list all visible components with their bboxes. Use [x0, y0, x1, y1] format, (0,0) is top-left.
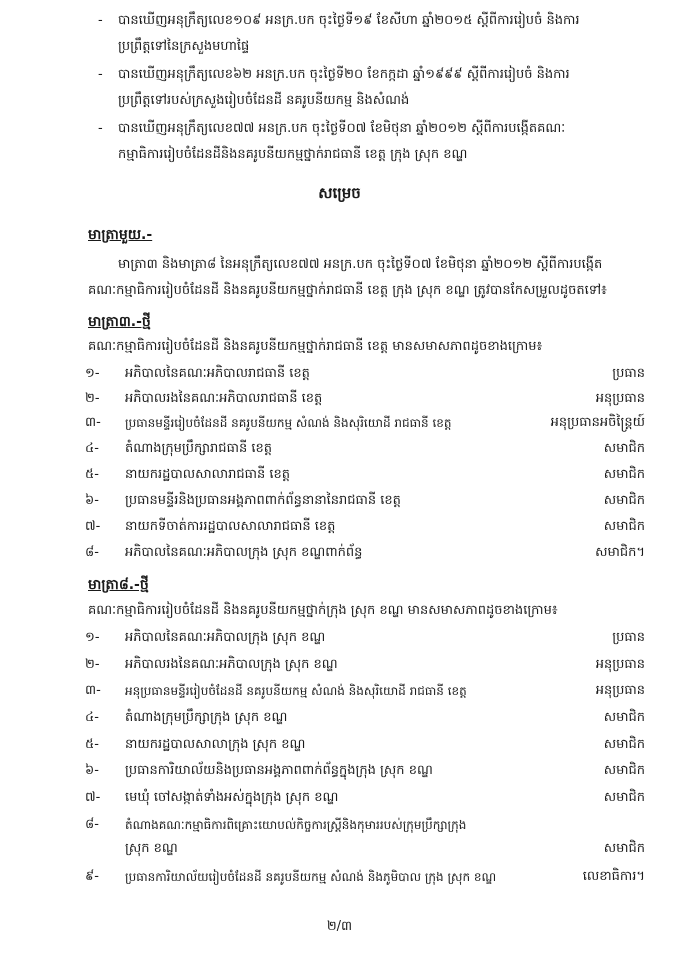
item-number: ៧- — [85, 790, 101, 805]
article-1-title: មាត្រាមួយ.- — [88, 227, 153, 243]
item-number: ៣- — [85, 415, 101, 430]
list-item — [85, 628, 645, 648]
item-number: ៨- — [85, 817, 99, 832]
item-text: អភិបាលនៃគណៈអភិបាលរាជធានី ខេត្ត — [125, 366, 310, 381]
item-number: ១- — [85, 630, 100, 645]
item-number: ៥- — [85, 467, 99, 482]
article-8-intro: គណៈកម្មាធិការរៀបចំដែនដី និងនគរូបនីយកម្មថ្នាក់ក្រុង ស្រុក ខណ្ឌ មានសមាសភាពដូចខាងក្រោម៖ — [88, 603, 558, 618]
item-role: លេខាធិការ។ — [582, 869, 645, 884]
item-text: អភិបាលនៃគណៈអភិបាលក្រុង ស្រុក ខណ្ឌពាក់ព័ន្ធ — [125, 545, 363, 560]
item-role: សមាជិក — [603, 493, 645, 508]
item-role: សមាជិក — [603, 841, 645, 856]
item-number: ៤- — [85, 710, 99, 725]
item-role: អនុប្រធានអចិន្ត្រៃយ៍ — [550, 415, 645, 430]
item-number: ៣- — [85, 683, 101, 698]
item-role: សមាជិក — [603, 519, 645, 534]
item-text: ប្រធានការិយាល័យនិងប្រធានអង្គភាពពាក់ព័ន្ធក្នុងក្រុង ស្រុក ខណ្ឌ — [125, 763, 433, 778]
item-number: ៦- — [85, 763, 99, 778]
list-item — [85, 491, 645, 511]
item-text: អភិបាលនៃគណៈអភិបាលក្រុង ស្រុក ខណ្ឌ — [125, 630, 326, 645]
item-text: នាយករដ្ឋបាលសាលារាជធានី ខេត្ត — [125, 467, 291, 482]
list-item — [85, 465, 645, 485]
item-text: នាយកទីចាត់ការរដ្ឋបាលសាលារាជធានី ខេត្ត — [125, 519, 336, 534]
item-text: មេឃុំ ចៅសង្កាត់ទាំងអស់ក្នុងក្រុង ស្រុក ខណ្ឌ — [125, 790, 339, 805]
item-text: អភិបាលរងនៃគណៈអភិបាលក្រុង ស្រុក ខណ្ឌ — [125, 657, 338, 672]
item-number: ២- — [85, 391, 100, 406]
list-item — [85, 413, 645, 433]
bullet-1-line-2: ប្រព្រឹត្តទៅនៃក្រសួងមហាផ្ទៃ — [118, 39, 250, 54]
list-item — [85, 815, 645, 859]
decision-heading: សម្រេច — [318, 184, 361, 202]
item-text: អភិបាលរងនៃគណៈអភិបាលរាជធានី ខេត្ត — [125, 391, 323, 406]
page-number: ២/៣ — [326, 919, 353, 934]
article-1-line-1: មាត្រា៣ និងមាត្រា៨ នៃអនុក្រឹត្យលេខ៧៧ អនក្រ.បក ចុះថ្ងៃទី០៧ ខែមិថុនា ឆ្នាំ២០១២ ស្តីពីការបង្កើត — [118, 257, 603, 272]
list-item — [85, 517, 645, 537]
article-1-line-2: គណៈកម្មាធិការរៀបចំដែនដី និងនគរូបនីយកម្មថ្នាក់រាជធានី ខេត្ត ក្រុង ស្រុក ខណ្ឌ ត្រូវបានកែសម្រួលដូចតទៅ៖ — [88, 283, 607, 298]
bullet-dash: - — [98, 13, 103, 28]
list-item — [85, 735, 645, 755]
item-number: ៩- — [85, 869, 99, 884]
item-number: ២- — [85, 657, 100, 672]
list-item — [85, 708, 645, 728]
bullet-dash: - — [98, 67, 103, 82]
bullet-3-line-2: កម្មាធិការរៀបចំដែនដីនិងនគរូបនីយកម្មថ្នាក់រាជធានី ខេត្ត ក្រុង ស្រុក ខណ្ឌ — [118, 147, 468, 162]
article-3-intro: គណៈកម្មាធិការរៀបចំដែនដី និងនគរូបនីយកម្មថ្នាក់រាជធានី ខេត្ត មានសមាសភាពដូចខាងក្រោម៖ — [88, 339, 543, 354]
item-role: សមាជិក។ — [595, 545, 645, 560]
list-item — [85, 439, 645, 459]
item-role: សមាជិក — [603, 441, 645, 456]
bullet-2-line-2: ប្រព្រឹត្តទៅរបស់ក្រសួងរៀបចំដែនដី នគរូបនីយកម្ម និងសំណង់ — [118, 93, 410, 108]
list-item — [85, 389, 645, 409]
item-text: ប្រធានមន្ទីរនិងប្រធានអង្គភាពពាក់ព័ន្ធនានានៃរាជធានី ខេត្ត — [125, 493, 401, 508]
item-role: សមាជិក — [603, 790, 645, 805]
item-role: សមាជិក — [603, 763, 645, 778]
item-role: អនុប្រធាន — [595, 657, 645, 672]
list-item — [85, 681, 645, 701]
item-role: អនុប្រធាន — [595, 683, 645, 698]
item-text: អនុប្រធានមន្ទីររៀបចំដែនដី នគរូបនីយកម្ម សំណង់ និងសុរិយោដី រាជធានី ខេត្ត — [125, 684, 467, 698]
bullet-2-line-1: បានឃើញអនុក្រឹត្យលេខ៦២ អនក្រ.បក ចុះថ្ងៃទី២០ ខែកក្កដា ឆ្នាំ១៩៩៩ ស្តីពីការរៀបចំ និងការ — [118, 67, 570, 82]
list-item — [85, 761, 645, 781]
bullet-dash: - — [98, 121, 103, 136]
item-text: ប្រធានការិយាល័យរៀបចំដែនដី នគរូបនីយកម្ម សំណង់ និងភូមិបាល ក្រុង ស្រុក ខណ្ឌ — [125, 870, 497, 884]
item-role: ប្រធាន — [612, 630, 645, 645]
list-item — [85, 364, 645, 384]
list-item — [85, 543, 645, 563]
item-number: ១- — [85, 366, 100, 381]
list-item — [85, 788, 645, 808]
item-number: ៦- — [85, 493, 99, 508]
list-item — [85, 655, 645, 675]
item-role: ប្រធាន — [612, 366, 645, 381]
item-number: ៤- — [85, 441, 99, 456]
item-role: សមាជិក — [603, 737, 645, 752]
bullet-1-line-1: បានឃើញអនុក្រឹត្យលេខ១០៩ អនក្រ.បក ចុះថ្ងៃទី១៩ ខែសីហា ឆ្នាំ២០១៥ ស្តីពីការរៀបចំ និងការ — [118, 13, 580, 28]
item-role: សមាជិក — [603, 467, 645, 482]
item-role: អនុប្រធាន — [595, 391, 645, 406]
item-number: ៨- — [85, 545, 99, 560]
item-text: ប្រធានមន្ទីររៀបចំដែនដី នគរូបនីយកម្ម សំណង់ និងសុរិយោដី រាជធានី ខេត្ត — [125, 416, 452, 430]
item-role: សមាជិក — [603, 710, 645, 725]
item-text: តំណាងក្រុមប្រឹក្សាក្រុង ស្រុក ខណ្ឌ — [125, 710, 288, 725]
item-number: ៧- — [85, 519, 101, 534]
item-text: តំណាងក្រុមប្រឹក្សារាជធានី ខេត្ត — [125, 441, 272, 456]
article-8-title: មាត្រា៨.-ថ្មី — [88, 577, 149, 593]
article-3-title: មាត្រា៣.-ថ្មី — [88, 314, 151, 330]
bullet-3-line-1: បានឃើញអនុក្រឹត្យលេខ៧៧ អនក្រ.បក ចុះថ្ងៃទី០៧ ខែមិថុនា ឆ្នាំ២០១២ ស្តីពីការបង្កើតគណៈ — [118, 121, 566, 136]
list-item — [85, 867, 645, 887]
item-number: ៥- — [85, 737, 99, 752]
item-text-continued: ស្រុក ខណ្ឌ — [125, 841, 178, 856]
item-text: តំណាងគណៈកម្មាធិការពិគ្រោះយោបល់កិច្ចការស្ត្រីនិងកុមាររបស់ក្រុមប្រឹក្សាក្រុង — [125, 818, 467, 832]
item-text: នាយករដ្ឋបាលសាលាក្រុង ស្រុក ខណ្ឌ — [125, 737, 306, 752]
